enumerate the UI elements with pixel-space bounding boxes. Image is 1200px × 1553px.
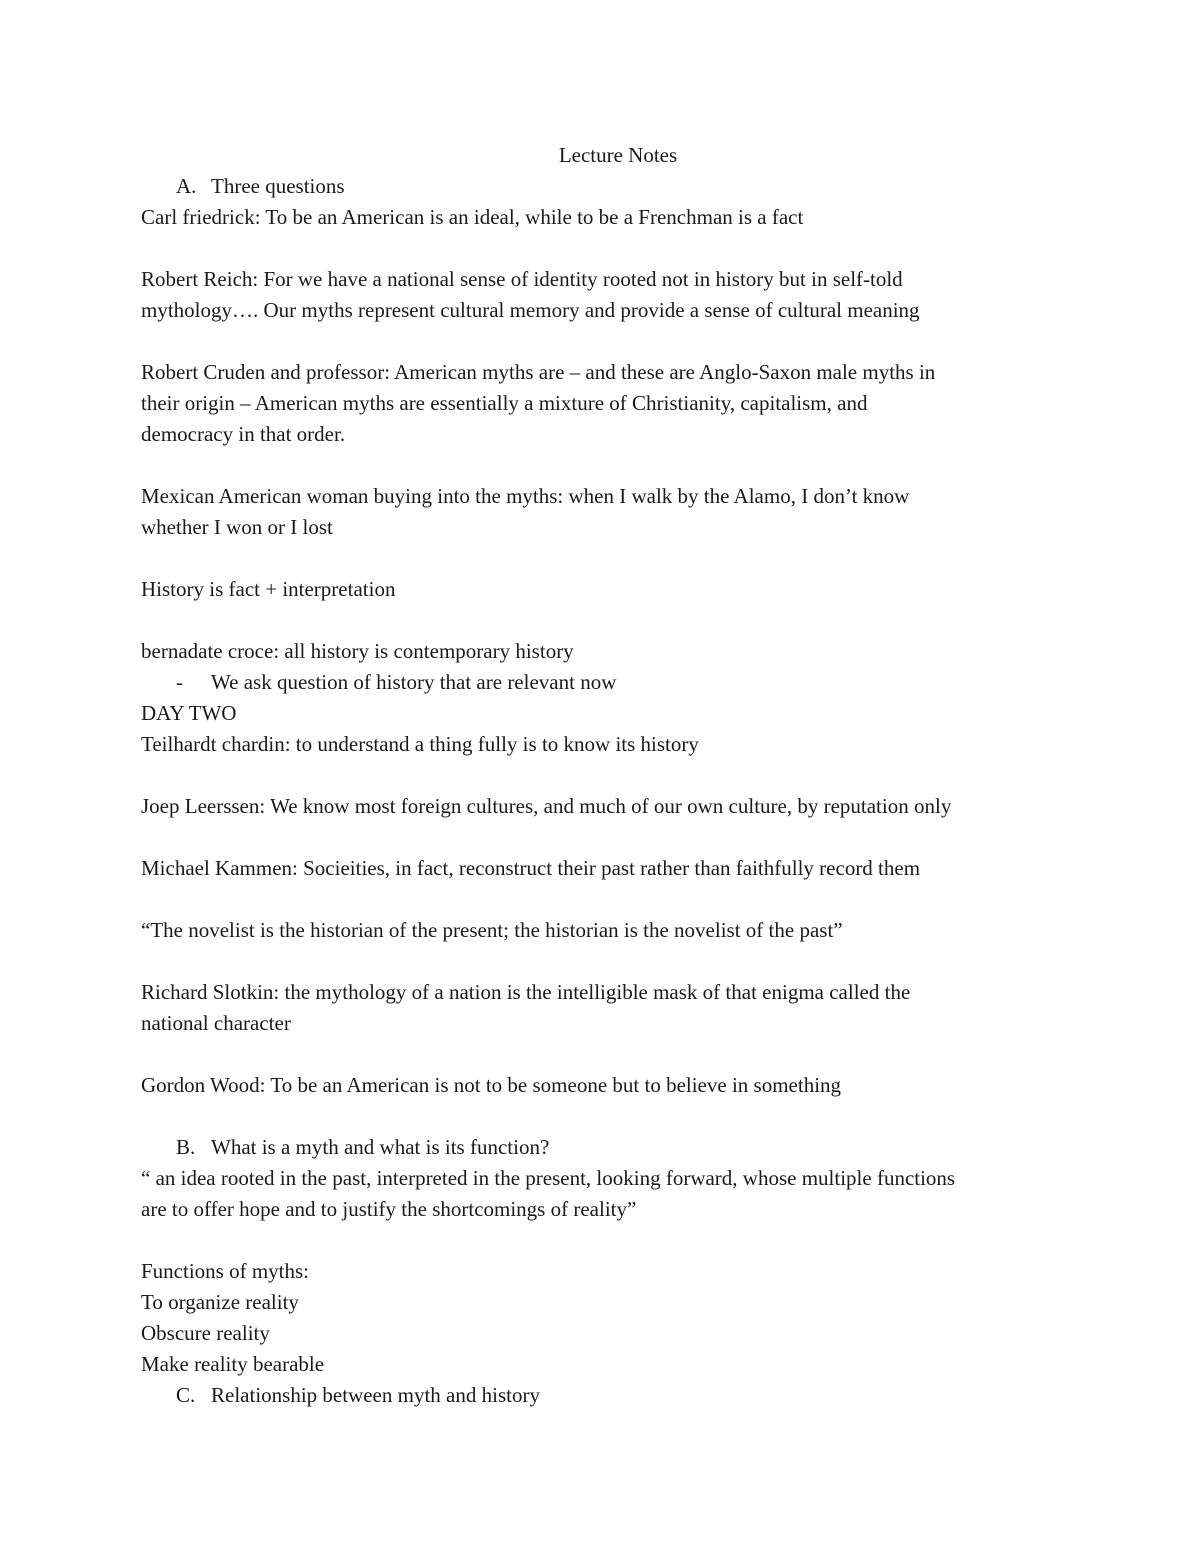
myth-definition-line-1: “ an idea rooted in the past, interpreted in the present, looking forward, whose multiple functions	[141, 1166, 956, 1190]
bullet-dash: -	[176, 670, 183, 694]
page-title: Lecture Notes	[558, 143, 678, 167]
section-heading-text: What is a myth and what is its function?	[211, 1135, 550, 1159]
quote-reich-line-2: mythology…. Our myths represent cultural memory and provide a sense of cultural meaning	[141, 298, 920, 322]
quote-slotkin-line-1: Richard Slotkin: the mythology of a nation is the intelligible mask of that enigma called the	[141, 980, 911, 1004]
quote-mexican-line-1: Mexican American woman buying into the myths: when I walk by the Alamo, I don’t know	[141, 484, 910, 508]
function-item-3: Make reality bearable	[141, 1352, 325, 1376]
quote-cruden-line-1: Robert Cruden and professor: American myths are – and these are Anglo-Saxon male myths in	[141, 360, 936, 384]
function-item-2: Obscure reality	[141, 1321, 270, 1345]
quote-leerssen: Joep Leerssen: We know most foreign cultures, and much of our own culture, by reputation only	[141, 794, 952, 818]
quote-novelist: “The novelist is the historian of the present; the historian is the novelist of the past”	[141, 918, 843, 942]
croce-bullet	[176, 667, 616, 698]
myth-definition-line-2: are to offer hope and to justify the shortcomings of reality”	[141, 1197, 637, 1221]
section-heading-b	[176, 1132, 549, 1163]
section-heading-text: Three questions	[211, 174, 345, 198]
quote-mexican-line-2: whether I won or I lost	[141, 515, 333, 539]
day-two-heading: DAY TWO	[141, 701, 237, 725]
quote-cruden-line-3: democracy in that order.	[141, 422, 346, 446]
section-heading-text: Relationship between myth and history	[211, 1383, 540, 1407]
quote-reich-line-1: Robert Reich: For we have a national sense of identity rooted not in history but in self-told	[141, 267, 903, 291]
quote-croce: bernadate croce: all history is contemporary history	[141, 639, 574, 663]
history-fact-line: History is fact + interpretation	[141, 577, 396, 601]
section-heading-a	[176, 171, 345, 202]
section-marker: C.	[176, 1383, 196, 1407]
quote-wood: Gordon Wood: To be an American is not to be someone but to believe in something	[141, 1073, 842, 1097]
functions-heading: Functions of myths:	[141, 1259, 310, 1283]
section-marker: B.	[176, 1135, 196, 1159]
quote-kammen: Michael Kammen: Socieities, in fact, reconstruct their past rather than faithfully record them	[141, 856, 921, 880]
section-heading-c	[176, 1380, 540, 1411]
section-marker: A.	[176, 174, 197, 198]
bullet-text: We ask question of history that are relevant now	[211, 670, 617, 694]
quote-cruden-line-2: their origin – American myths are essentially a mixture of Christianity, capitalism, and	[141, 391, 868, 415]
quote-friedrick: Carl friedrick: To be an American is an ideal, while to be a Frenchman is a fact	[141, 205, 804, 229]
quote-slotkin-line-2: national character	[141, 1011, 291, 1035]
function-item-1: To organize reality	[141, 1290, 299, 1314]
quote-chardin: Teilhardt chardin: to understand a thing fully is to know its history	[141, 732, 699, 756]
